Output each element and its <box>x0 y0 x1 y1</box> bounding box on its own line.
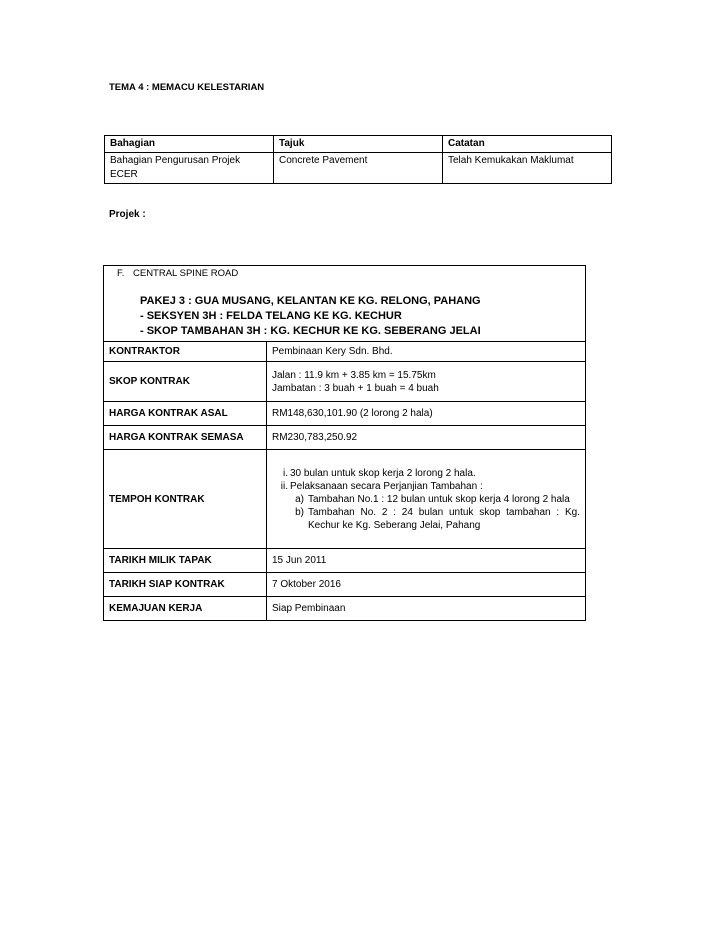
skop-label: SKOP KONTRAK <box>104 362 267 402</box>
milik-tapak-label: TARIKH MILIK TAPAK <box>104 549 267 573</box>
skop-jambatan: Jambatan : 3 buah + 1 buah = 4 buah <box>272 382 439 394</box>
harga-asal-value: RM148,630,101.90 (2 lorong 2 hala) <box>267 402 586 426</box>
item-text: 30 bulan untuk skop kerja 2 lorong 2 hala. <box>290 467 476 479</box>
harga-semasa-label: HARGA KONTRAK SEMASA <box>104 426 267 450</box>
skop-value <box>267 362 586 402</box>
cell-tajuk: Concrete Pavement <box>274 153 443 184</box>
tempoh-value <box>267 450 586 549</box>
skop-tambahan-line: - SKOP TAMBAHAN 3H : KG. KECHUR KE KG. SEBERANG JELAI <box>140 325 481 337</box>
item-number: b) <box>295 506 304 518</box>
table-row <box>104 362 586 402</box>
info-table-header-row <box>105 136 612 153</box>
info-table <box>104 135 612 184</box>
table-row <box>104 342 586 362</box>
table-row <box>104 450 586 549</box>
harga-semasa-value: RM230,783,250.92 <box>267 426 586 450</box>
seksyen-line: - SEKSYEN 3H : FELDA TELANG KE KG. KECHUR <box>140 310 402 322</box>
project-detail-table <box>103 341 586 621</box>
kontraktor-value: Pembinaan Kery Sdn. Bhd. <box>267 342 586 362</box>
table-row <box>104 597 586 621</box>
info-table-row <box>105 153 612 184</box>
item-text: Pelaksanaan secara Perjanjian Tambahan : <box>290 480 483 492</box>
harga-asal-label: HARGA KONTRAK ASAL <box>104 402 267 426</box>
projek-label: Projek : <box>109 209 146 220</box>
project-package <box>140 294 481 339</box>
item-number: i. <box>283 467 288 479</box>
tempoh-sublist <box>290 493 580 532</box>
milik-tapak-value: 15 Jun 2011 <box>267 549 586 573</box>
kontraktor-label: KONTRAKTOR <box>104 342 267 362</box>
kemajuan-value: Siap Pembinaan <box>267 597 586 621</box>
header-bahagian: Bahagian <box>105 136 274 153</box>
project-section-title <box>117 268 238 279</box>
header-tajuk: Tajuk <box>274 136 443 153</box>
table-row <box>104 402 586 426</box>
cell-catatan: Telah Kemukakan Maklumat <box>443 153 612 184</box>
pakej-line: PAKEJ 3 : GUA MUSANG, KELANTAN KE KG. RELONG, PAHANG <box>140 295 481 307</box>
project-header-box <box>103 265 586 342</box>
skop-jalan: Jalan : 11.9 km + 3.85 km = 15.75km <box>272 369 436 381</box>
list-item <box>290 506 580 532</box>
item-text: Tambahan No.1 : 12 bulan untuk skop kerja 4 lorong 2 hala <box>308 493 570 505</box>
table-row <box>104 426 586 450</box>
theme-heading: TEMA 4 : MEMACU KELESTARIAN <box>109 82 265 93</box>
header-catatan: Catatan <box>443 136 612 153</box>
tempoh-list <box>272 467 580 532</box>
list-item <box>272 467 580 480</box>
siap-kontrak-value: 7 Oktober 2016 <box>267 573 586 597</box>
section-name: CENTRAL SPINE ROAD <box>133 268 239 279</box>
siap-kontrak-label: TARIKH SIAP KONTRAK <box>104 573 267 597</box>
table-row <box>104 573 586 597</box>
kemajuan-label: KEMAJUAN KERJA <box>104 597 267 621</box>
item-number: a) <box>295 493 304 505</box>
item-number: ii. <box>280 480 288 492</box>
cell-bahagian: Bahagian Pengurusan Projek ECER <box>105 153 274 184</box>
list-item <box>290 493 580 506</box>
table-row <box>104 549 586 573</box>
list-item <box>272 480 580 532</box>
tempoh-label: TEMPOH KONTRAK <box>104 450 267 549</box>
item-text: Tambahan No. 2 : 24 bulan untuk skop tambahan : Kg. Kechur ke Kg. Seberang Jelai, Pahang <box>308 506 580 531</box>
section-letter: F. <box>117 268 125 279</box>
